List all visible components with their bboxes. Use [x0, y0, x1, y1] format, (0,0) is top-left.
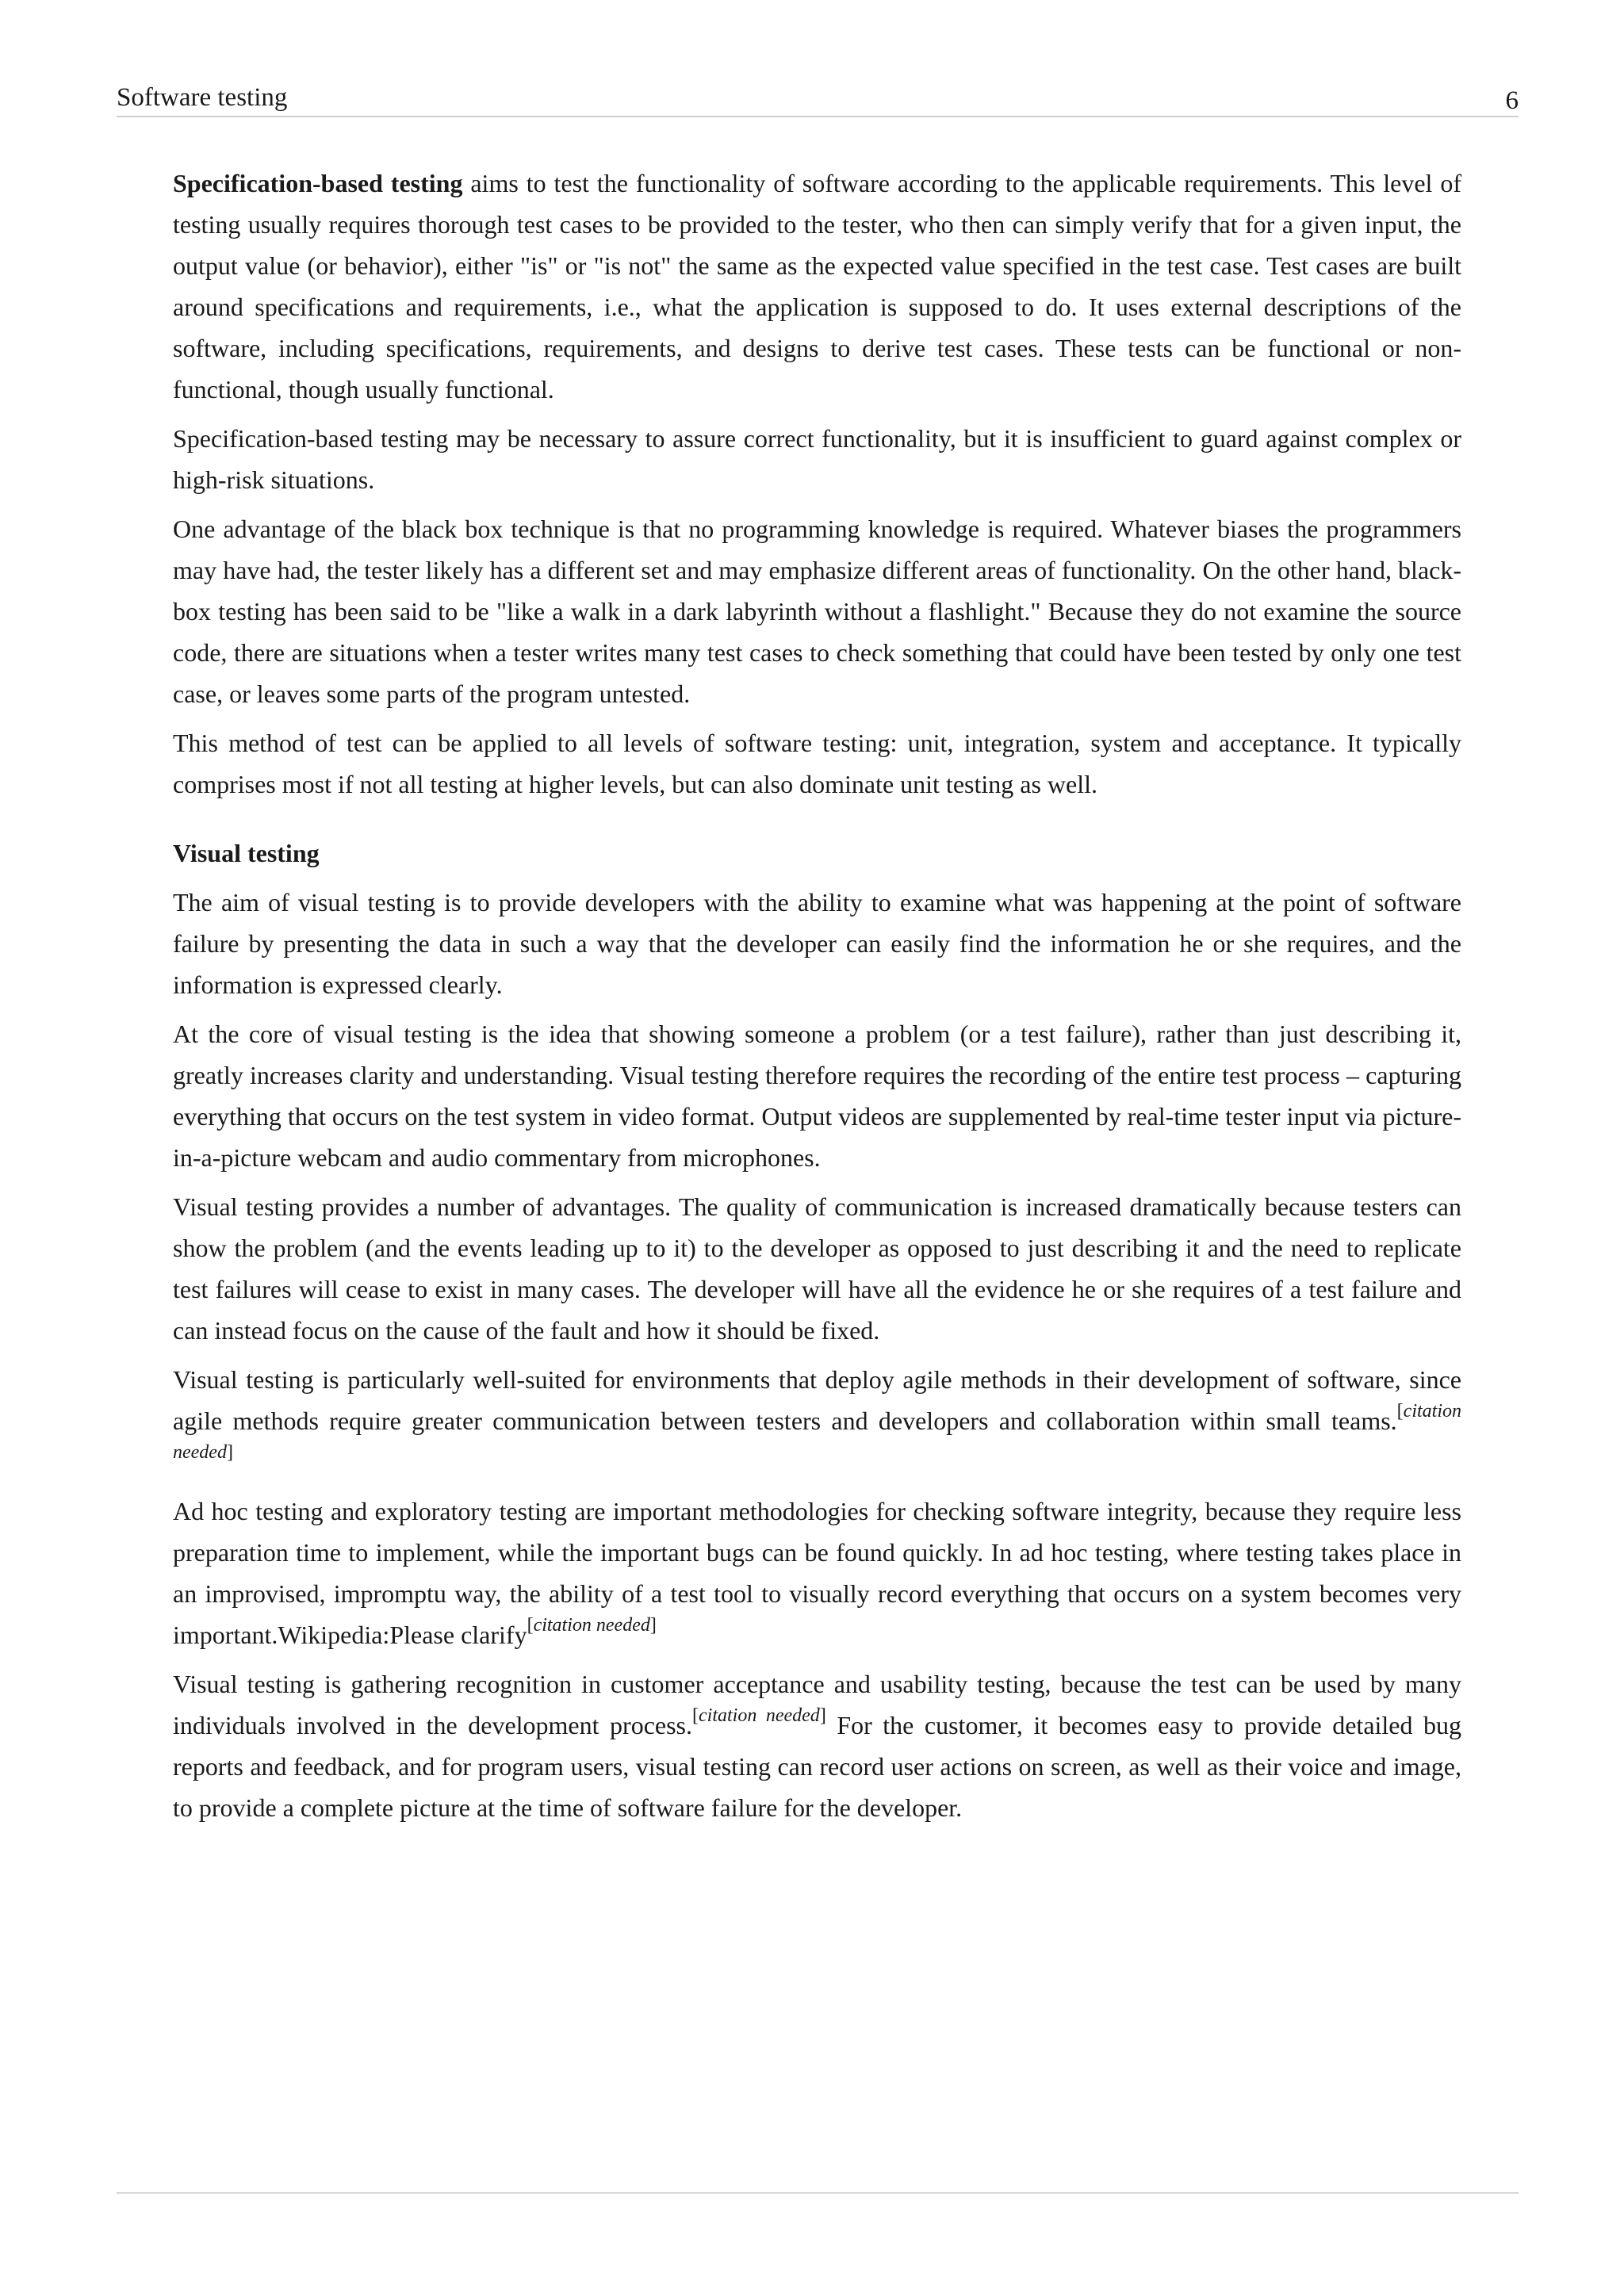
paragraph-visual-core: At the core of visual testing is the idea that showing someone a problem (or a test failure), rather than just describing it, greatly increases clarity and understanding. Visual testing therefore requires the recording of the entire test process – capturing everything that occurs on the test system in video format. Output videos are supplemented by real-time tester input via picture-in-a-picture webcam and audio commentary from microphones.: [173, 1020, 1461, 1172]
paragraph-levels: This method of test can be applied to all levels of software testing: unit, integration, system and acceptance. It typically comprises most if not all testing at higher levels, but can also dominate unit testing as well.: [173, 729, 1461, 798]
paragraph-text: Visual testing is particularly well-suited for environments that deploy agile methods in their development of software, since agile methods require greater communication between testers and developers and collaboration within small teams.: [173, 1365, 1461, 1435]
term-specification-based-testing: Specification-based testing: [173, 169, 463, 197]
footer-divider: [117, 2192, 1519, 2194]
citation-needed[interactable]: [citation needed]: [527, 1615, 657, 1636]
page-number: 6: [1505, 86, 1519, 115]
page-header: [117, 78, 1519, 117]
paragraph-text: Visual testing is gathering recognition in customer acceptance and usability testing, because the test can be used by many individuals involved in the development process.: [173, 1670, 1461, 1739]
paragraph-customer-acceptance: [173, 1663, 1461, 1828]
paragraph-visual-agile: [173, 1359, 1461, 1483]
paragraph-text: Ad hoc testing and exploratory testing are important methodologies for checking software integrity, because they require less preparation time to implement, while the important bugs can be found quickly. In ad hoc testing, where testing takes place in an improvised, impromptu way, the ability of a test tool to visually record everything that occurs on a system becomes very important.Wikipedia:Please clarify: [173, 1497, 1461, 1649]
paragraph-ad-hoc: [173, 1490, 1461, 1655]
paragraph-black-box-advantage: One advantage of the black box technique is that no programming knowledge is required. Whatever biases the programmers may have had, the tester likely has a different set and may emphasize different areas of functionality. On the other hand, black-box testing has been said to be "like a walk in a dark labyrinth without a flashlight." Because they do not examine the source code, there are situations when a tester writes many test cases to check something that could have been tested by only one test case, or leaves some parts of the program untested.: [173, 515, 1461, 708]
paragraph-visual-advantages: Visual testing provides a number of advantages. The quality of communication is increased dramatically because testers can show the problem (and the events leading up to it) to the developer as opposed to just describing it and the need to replicate test failures will cease to exist in many cases. The developer will have all the evidence he or she requires of a test failure and can instead focus on the cause of the fault and how it should be fixed.: [173, 1192, 1461, 1345]
section-heading-visual-testing: Visual testing: [173, 839, 320, 867]
running-title: Software testing: [117, 83, 288, 112]
paragraph-insufficient: Specification-based testing may be necessary to assure correct functionality, but it is insufficient to guard against complex or high-risk situations.: [173, 424, 1461, 494]
citation-needed[interactable]: [citation needed]: [692, 1705, 826, 1727]
paragraph-specification-based: [173, 163, 1461, 410]
article-body: [173, 163, 1461, 1836]
paragraph-visual-aim: The aim of visual testing is to provide developers with the ability to examine what was happening at the point of software failure by presenting the data in such a way that the developer can easily find the information he or she requires, and the information is expressed clearly.: [173, 888, 1461, 999]
citation-needed[interactable]: [citation needed]: [173, 1401, 1461, 1464]
paragraph-text: For the customer, it becomes easy to provide detailed bug reports and feedback, and for program users, visual testing can record user actions on screen, as well as their voice and image, to provide a complete picture at the time of software failure for the developer.: [173, 1711, 1462, 1822]
paragraph-text: aims to test the functionality of software according to the applicable requirements. This level of testing usually requires thorough test cases to be provided to the tester, who then can simply verify that for a given input, the output value (or behavior), either "is" or "is not" the same as the expected value specified in the test case. Test cases are built around specifications and requirements, i.e., what the application is supposed to do. It uses external descriptions of the software, including specifications, requirements, and designs to derive test cases. These tests can be functional or non-functional, though usually functional.: [173, 169, 1462, 404]
